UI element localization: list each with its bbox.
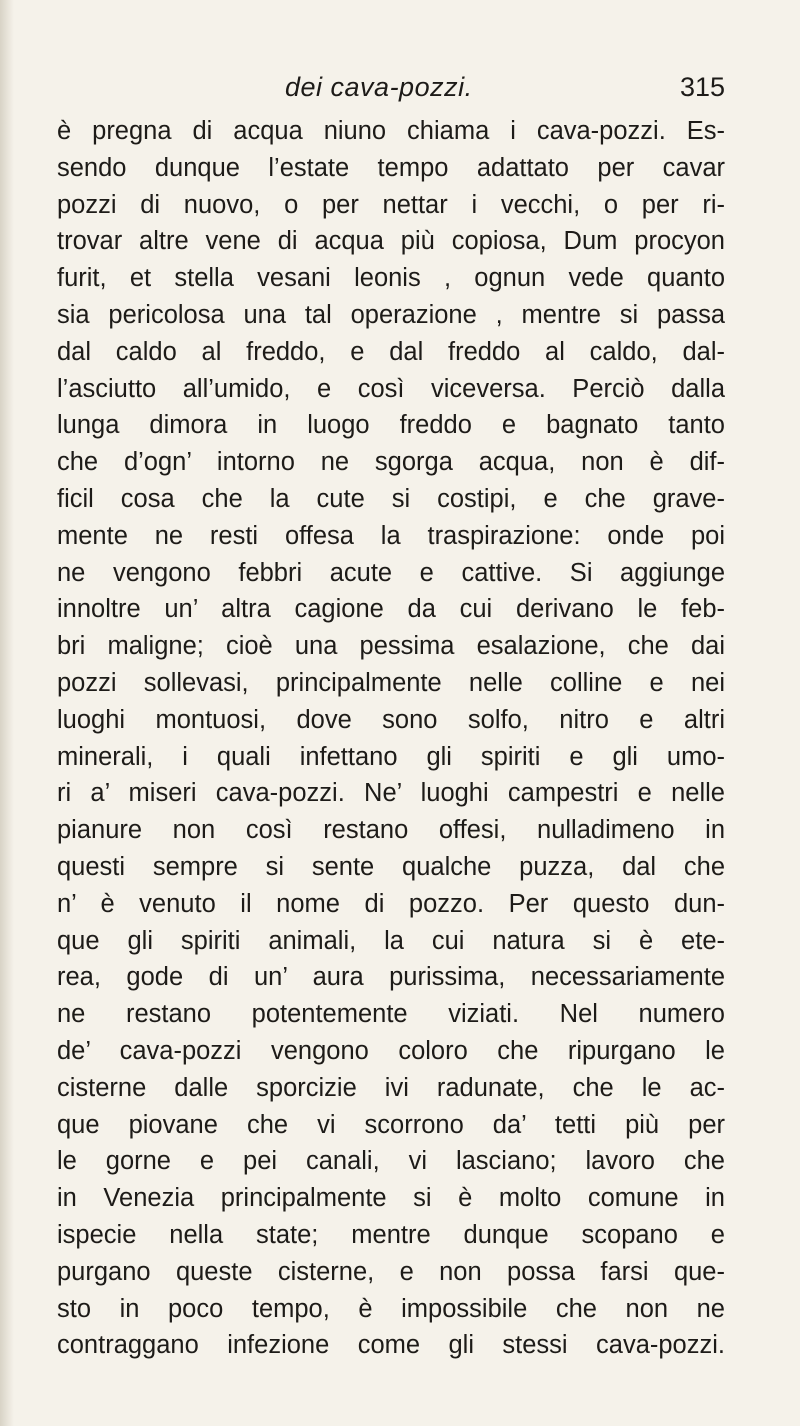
text-line: bri maligne; cioè una pessima esalazione, che dai [57, 632, 725, 661]
text-line: ne restano potentemente viziati. Nel numero [57, 1000, 725, 1029]
text-line: sendo dunque l’estate tempo adattato per cavar [57, 153, 725, 182]
text-line: sto in poco tempo, è impossibile che non ne [57, 1294, 725, 1323]
text-line: pozzi sollevasi, principalmente nelle colline e nei [57, 668, 725, 697]
page-number: 315 [679, 72, 725, 102]
text-line: dal caldo al freddo, e dal freddo al caldo, dal- [57, 337, 725, 366]
text-line: l’asciutto all’umido, e così viceversa. Perciò dalla [57, 374, 725, 403]
text-line: purgano queste cisterne, e non possa farsi que- [57, 1257, 725, 1286]
text-line: que piovane che vi scorrono da’ tetti più per [57, 1110, 725, 1139]
text-line: le gorne e pei canali, vi lasciano; lavoro che [57, 1147, 725, 1176]
text-line: che d’ogn’ intorno ne sgorga acqua, non è dif- [57, 448, 725, 477]
binding-shadow [0, 0, 14, 1426]
text-line: rea, gode di un’ aura purissima, necessariamente [57, 963, 725, 992]
text-line: in Venezia principalmente si è molto comune in [57, 1184, 725, 1213]
text-line: cisterne dalle sporcizie ivi radunate, che le ac- [57, 1073, 725, 1102]
text-line: minerali, i quali infettano gli spiriti e gli umo- [57, 742, 725, 771]
text-line: que gli spiriti animali, la cui natura si è ete- [57, 926, 725, 955]
text-line: ne vengono febbri acute e cattive. Si aggiunge [57, 558, 725, 587]
text-line: trovar altre vene di acqua più copiosa, Dum procyon [57, 227, 725, 256]
running-head [285, 72, 725, 118]
text-line: ri a’ miseri cava-pozzi. Ne’ luoghi campestri e nelle [57, 779, 725, 808]
text-line: mente ne resti offesa la traspirazione: onde poi [57, 521, 725, 550]
text-line: pianure non così restano offesi, nulladimeno in [57, 816, 725, 845]
running-title: dei cava-pozzi. [285, 72, 473, 102]
text-line: ispecie nella state; mentre dunque scopano e [57, 1220, 725, 1249]
text-line: ficil cosa che la cute si costipi, e che grave- [57, 484, 725, 513]
text-line: furit, et stella vesani leonis , ognun vede quanto [57, 264, 725, 293]
text-line: de’ cava-pozzi vengono coloro che ripurgano le [57, 1036, 725, 1065]
text-line: contraggano infezione come gli stessi cava-pozzi. [57, 1331, 725, 1360]
text-line: pozzi di nuovo, o per nettar i vecchi, o per ri- [57, 190, 725, 219]
text-line: luoghi montuosi, dove sono solfo, nitro e altri [57, 705, 725, 734]
text-line: n’ è venuto il nome di pozzo. Per questo dun- [57, 889, 725, 918]
text-line: sia pericolosa una tal operazione , mentre si passa [57, 300, 725, 329]
text-line: innoltre un’ altra cagione da cui derivano le feb- [57, 595, 725, 624]
text-line: lunga dimora in luogo freddo e bagnato tanto [57, 411, 725, 440]
text-line: è pregna di acqua niuno chiama i cava-pozzi. Es- [57, 117, 725, 145]
body-text [57, 113, 725, 1364]
text-line: questi sempre si sente qualche puzza, dal che [57, 852, 725, 881]
